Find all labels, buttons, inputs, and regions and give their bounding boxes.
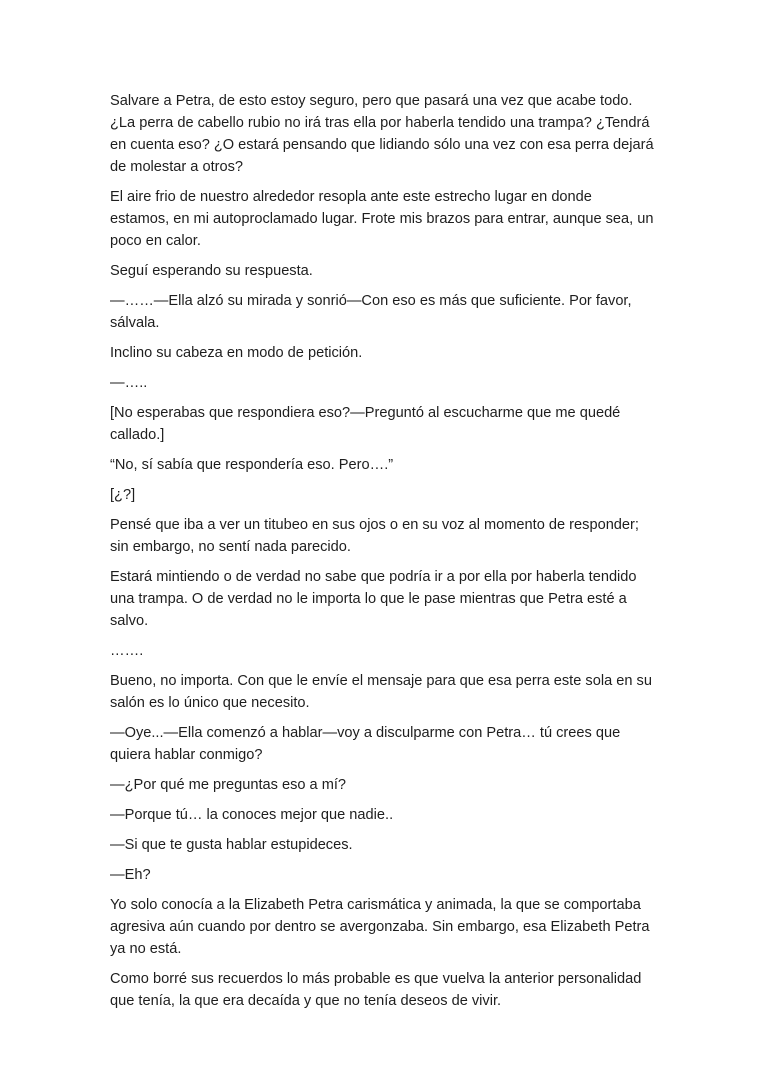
paragraph: Pensé que iba a ver un titubeo en sus ojos o en su voz al momento de responder; sin embargo, no sentí nada parecido. [110,517,639,555]
paragraph: Yo solo conocía a la Elizabeth Petra carismática y animada, la que se comportaba agresiva aún cuando por dentro se avergonzaba. Sin embargo, esa Elizabeth Petra ya no está. [110,897,650,957]
paragraph: —Porque tú… la conoces mejor que nadie.. [110,807,394,823]
paragraph: —Eh? [110,867,151,883]
paragraph: El aire frio de nuestro alrededor resopla ante este estrecho lugar en donde estamos, en mi autoproclamado lugar. Frote mis brazos para entrar, aunque sea, un poco en calor. [110,189,654,249]
document-page [110,90,655,1020]
paragraph: Salvare a Petra, de esto estoy seguro, pero que pasará una vez que acabe todo. ¿La perra de cabello rubio no irá tras ella por haberla tendido una trampa? ¿Tendrá en cuenta eso? ¿O estará pensando que lidiando sólo una vez con esa perra dejará de molestar a otros? [110,93,654,175]
paragraph: Seguí esperando su respuesta. [110,263,313,279]
paragraph: —Si que te gusta hablar estupideces. [110,837,353,853]
paragraph: —Oye...—Ella comenzó a hablar—voy a disculparme con Petra… tú crees que quiera hablar conmigo? [110,725,621,763]
paragraph: Como borré sus recuerdos lo más probable es que vuelva la anterior personalidad que tenía, la que era decaída y que no tenía deseos de vivir. [110,971,642,1009]
paragraph: “No, sí sabía que respondería eso. Pero….” [110,457,394,473]
paragraph: Estará mintiendo o de verdad no sabe que podría ir a por ella por haberla tendido una trampa. O de verdad no le importa lo que le pase mientras que Petra esté a salvo. [110,569,637,629]
paragraph: —….. [110,375,148,391]
paragraph: [¿?] [110,487,136,503]
paragraph: [No esperabas que respondiera eso?—Preguntó al escucharme que me quedé callado.] [110,405,621,443]
paragraph: —¿Por qué me preguntas eso a mí? [110,777,347,793]
paragraph: ……. [110,643,144,659]
paragraph: Inclino su cabeza en modo de petición. [110,345,363,361]
paragraph: Bueno, no importa. Con que le envíe el mensaje para que esa perra este sola en su salón es lo único que necesito. [110,673,652,711]
paragraph: —……—Ella alzó su mirada y sonrió—Con eso es más que suficiente. Por favor, sálvala. [110,293,632,331]
